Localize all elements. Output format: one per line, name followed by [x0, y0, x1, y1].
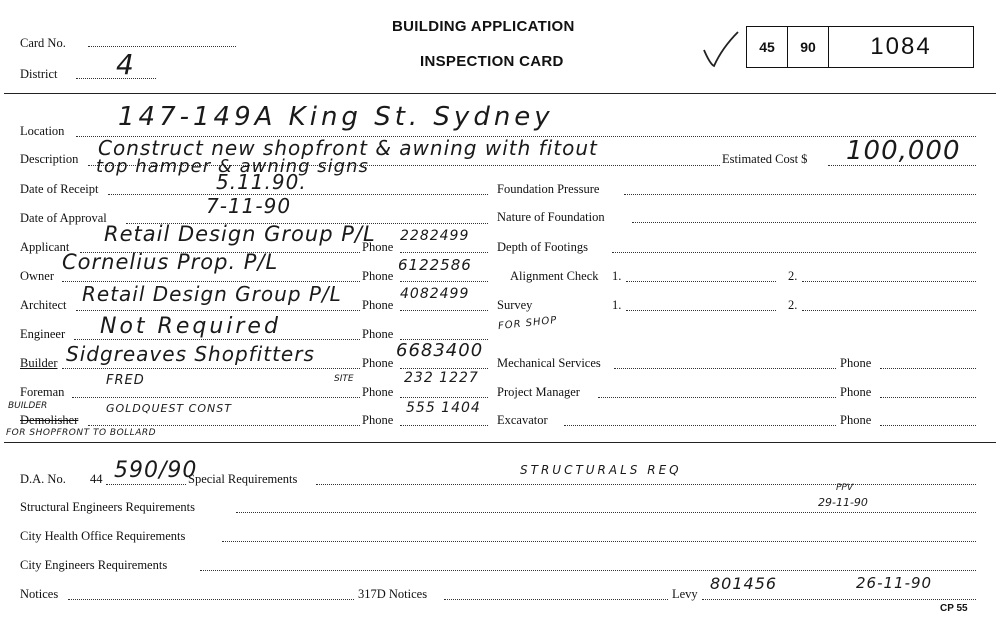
- box-cell-3: 1084: [870, 33, 932, 60]
- demolisher-phone-label: Phone: [362, 413, 394, 427]
- section-divider: [4, 442, 996, 443]
- levy-date: 26-11-90: [856, 574, 933, 592]
- structural-engineers-line: [236, 512, 976, 513]
- foreman-phone-line: [400, 397, 488, 398]
- estimated-cost-label: Estimated Cost $: [722, 152, 808, 166]
- notices-label: Notices: [20, 587, 59, 601]
- box-cell-1: 45: [747, 27, 788, 67]
- demolisher-label: Demolisher: [20, 413, 79, 427]
- special-requirements-line: [316, 484, 976, 485]
- card-no-label: Card No.: [20, 36, 66, 50]
- builder-value: Sidgreaves Shopfitters: [66, 342, 315, 366]
- alignment-check-line-1: [626, 281, 776, 282]
- header-divider: [4, 93, 996, 94]
- demolisher-phone-value: 555 1404: [406, 400, 481, 416]
- notices-317d-label: 317D Notices: [358, 587, 428, 601]
- date-of-approval-value: 7-11-90: [206, 194, 292, 218]
- applicant-phone-value: 2282499: [400, 228, 470, 244]
- alignment-check-label: Alignment Check: [510, 269, 599, 283]
- architect-line: [76, 310, 360, 311]
- survey-n2: 2.: [788, 298, 798, 312]
- da-no-label: D.A. No.: [20, 472, 66, 486]
- depth-of-footings-label: Depth of Footings: [497, 240, 588, 254]
- foundation-pressure-line: [624, 194, 976, 195]
- levy-label: Levy: [672, 587, 698, 601]
- foreman-site-note: SITE: [334, 374, 354, 384]
- engineer-line: [74, 339, 360, 340]
- foreman-phone-value: 232 1227: [404, 370, 479, 386]
- survey-n1: 1.: [612, 298, 622, 312]
- architect-phone-value: 4082499: [400, 286, 470, 302]
- excavator-line: [564, 425, 836, 426]
- excavator-phone-label: Phone: [840, 413, 872, 427]
- city-engineers-label: City Engineers Requirements: [20, 558, 168, 572]
- foreman-label: Foreman: [20, 385, 65, 399]
- da-no-value: 590/90: [114, 458, 198, 483]
- description-value: Construct new shopfront & awning with fitout: [98, 136, 598, 160]
- title-line-2: INSPECTION CARD: [420, 53, 564, 70]
- foreman-phone-label: Phone: [362, 385, 394, 399]
- owner-phone-line: [400, 281, 488, 282]
- nature-of-foundation-line: [632, 222, 976, 223]
- notices-317d-line: [444, 599, 668, 600]
- foundation-pressure-label: Foundation Pressure: [497, 182, 600, 196]
- levy-value: 801456: [710, 574, 778, 593]
- applicant-phone-line: [400, 252, 488, 253]
- foreman-value: FRED: [106, 373, 145, 388]
- check-mark-icon: [700, 30, 740, 70]
- demolisher-line: [88, 425, 360, 426]
- date-of-receipt-value: 5.11.90.: [216, 170, 307, 194]
- alignment-check-line-2: [802, 281, 976, 282]
- date-of-receipt-line: [108, 194, 488, 195]
- project-manager-line: [598, 397, 836, 398]
- district-value: 4: [116, 48, 135, 81]
- owner-phone-label: Phone: [362, 269, 394, 283]
- owner-label: Owner: [20, 269, 55, 283]
- builder-phone-line: [400, 368, 488, 369]
- alignment-check-n2: 2.: [788, 269, 798, 283]
- district-label: District: [20, 67, 58, 81]
- excavator-label: Excavator: [497, 413, 548, 427]
- demolisher-value: GOLDQUEST CONST: [106, 402, 232, 415]
- estimated-cost-value: 100,000: [846, 136, 961, 166]
- location-value: 147-149A King St. Sydney: [118, 102, 554, 132]
- project-manager-label: Project Manager: [497, 385, 580, 399]
- architect-value: Retail Design Group P/L: [82, 282, 342, 306]
- city-health-line: [222, 541, 976, 542]
- project-manager-phone-label: Phone: [840, 385, 872, 399]
- survey-line-1: [626, 310, 776, 311]
- structural-engineers-note: PPV: [836, 483, 854, 493]
- demolisher-note: FOR SHOPFRONT TO BOLLARD: [6, 428, 157, 438]
- da-no-line: [106, 484, 186, 485]
- date-of-approval-label: Date of Approval: [20, 211, 107, 225]
- demolisher-phone-line: [400, 425, 488, 426]
- architect-label: Architect: [20, 298, 67, 312]
- demolisher-builder-note: BUILDER: [8, 401, 48, 411]
- owner-phone-value: 6122586: [398, 256, 472, 274]
- mechanical-services-label: Mechanical Services: [497, 356, 601, 370]
- levy-line: [702, 599, 976, 600]
- engineer-label: Engineer: [20, 327, 66, 341]
- description-label: Description: [20, 152, 79, 166]
- project-manager-phone-line: [880, 397, 976, 398]
- foreman-line: [72, 397, 360, 398]
- notices-line: [68, 599, 354, 600]
- applicant-value: Retail Design Group P/L: [104, 222, 376, 246]
- structural-engineers-date: 29-11-90: [818, 496, 868, 509]
- special-requirements-value: STRUCTURALS REQ: [520, 463, 682, 477]
- survey-line-2: [802, 310, 976, 311]
- structural-engineers-label: Structural Engineers Requirements: [20, 500, 195, 514]
- form-code: CP 55: [940, 603, 968, 614]
- owner-value: Cornelius Prop. P/L: [62, 250, 279, 274]
- depth-of-footings-line: [612, 252, 976, 253]
- applicant-label: Applicant: [20, 240, 70, 254]
- special-requirements-label: Special Requirements: [188, 472, 298, 486]
- city-engineers-line: [200, 570, 976, 571]
- applicant-phone-label: Phone: [362, 240, 394, 254]
- builder-label: Builder: [20, 356, 58, 370]
- mechanical-services-line: [614, 368, 836, 369]
- mechanical-services-phone-line: [880, 368, 976, 369]
- card-number-box: [746, 26, 974, 68]
- card-no-line: [88, 46, 236, 47]
- title-line-1: BUILDING APPLICATION: [392, 18, 575, 35]
- excavator-phone-line: [880, 425, 976, 426]
- da-no-prefix: 44: [90, 472, 103, 486]
- box-cell-2: 90: [788, 27, 829, 67]
- engineer-phone-label: Phone: [362, 327, 394, 341]
- location-label: Location: [20, 124, 65, 138]
- city-health-label: City Health Office Requirements: [20, 529, 186, 543]
- date-of-receipt-label: Date of Receipt: [20, 182, 99, 196]
- builder-phone-label: Phone: [362, 356, 394, 370]
- builder-line: [62, 368, 360, 369]
- engineer-phone-note: FOR SHOP: [497, 314, 558, 333]
- alignment-check-n1: 1.: [612, 269, 622, 283]
- builder-phone-value: 6683400: [396, 340, 484, 361]
- architect-phone-label: Phone: [362, 298, 394, 312]
- engineer-value: Not Required: [100, 314, 281, 339]
- architect-phone-line: [400, 310, 488, 311]
- survey-label: Survey: [497, 298, 533, 312]
- mechanical-services-phone-label: Phone: [840, 356, 872, 370]
- nature-of-foundation-label: Nature of Foundation: [497, 210, 605, 224]
- description-value-2: top hamper & awning signs: [96, 156, 369, 177]
